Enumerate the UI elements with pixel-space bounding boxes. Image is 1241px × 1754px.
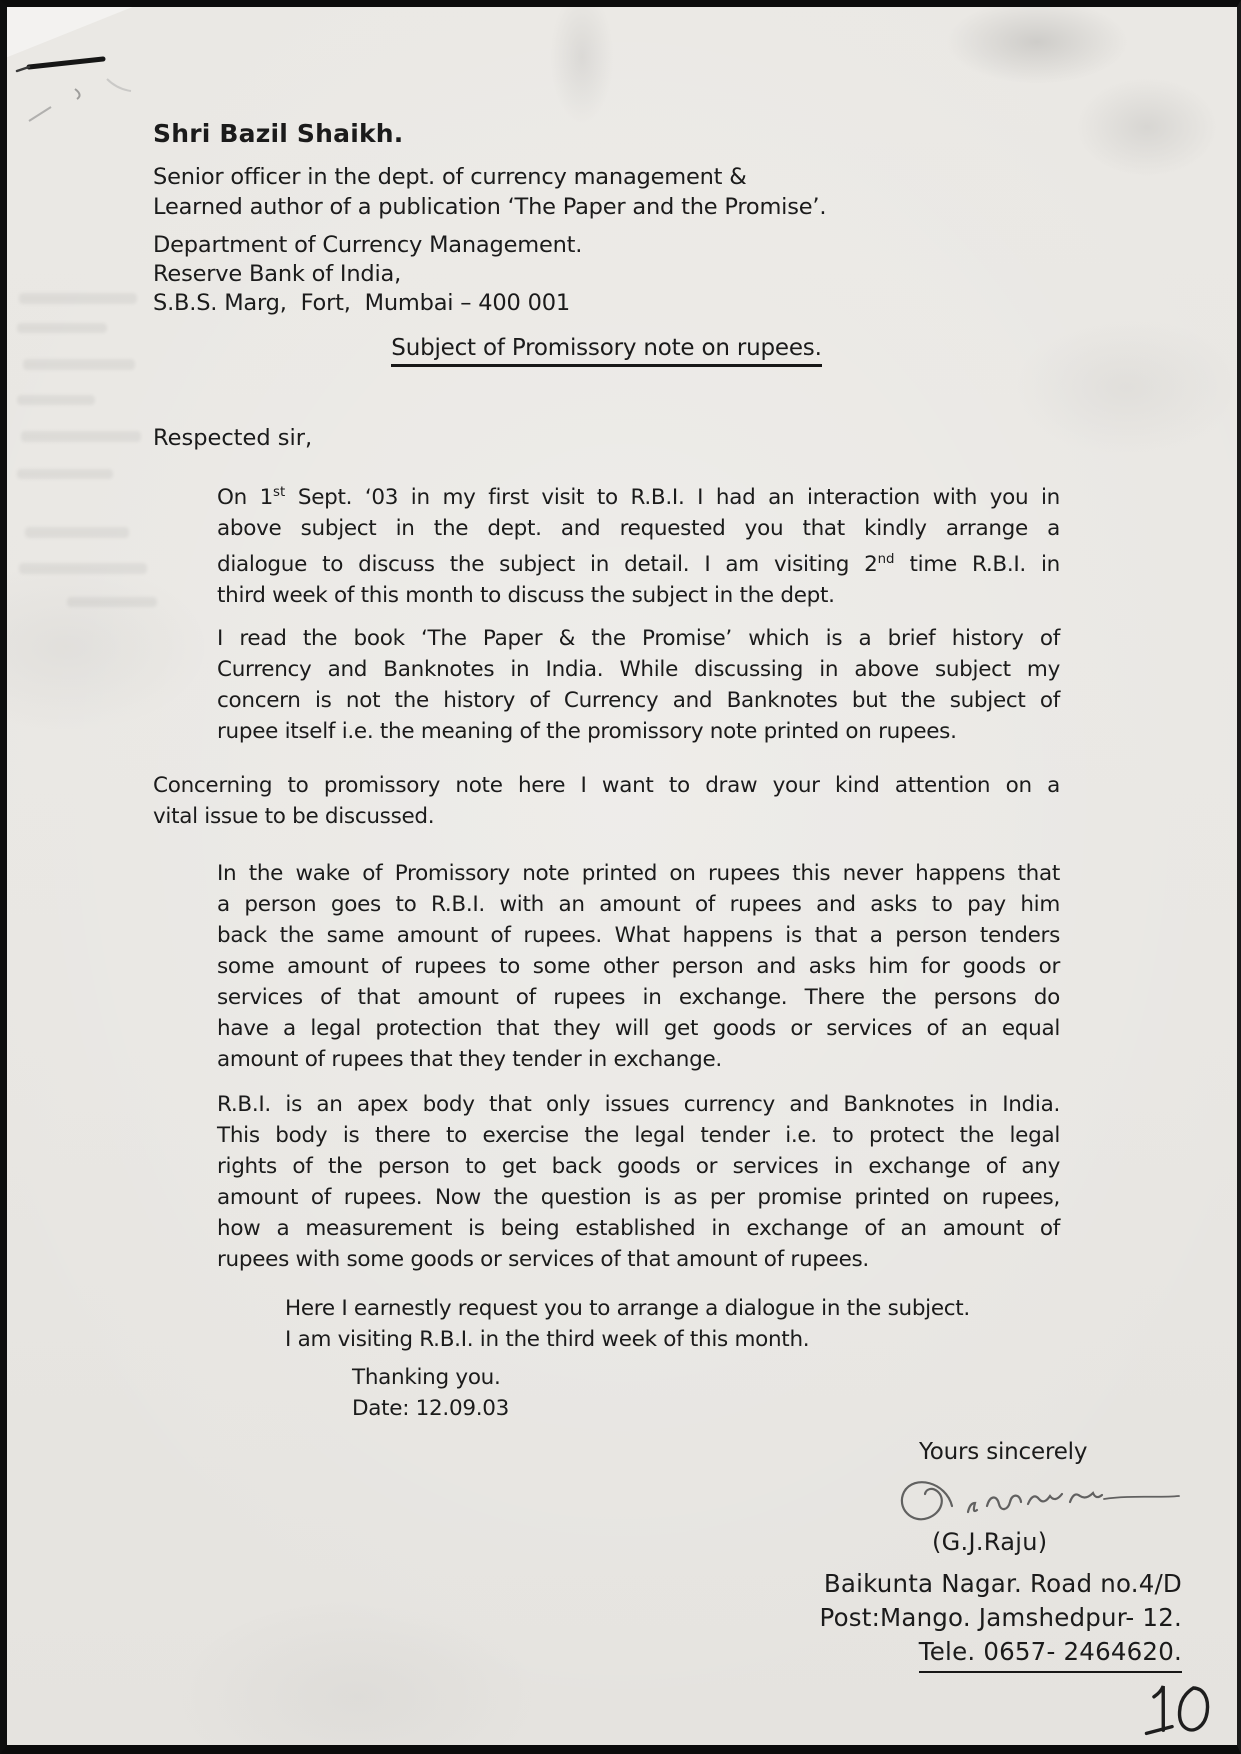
text-line: Currency and Banknotes in India. While discussing in above subject my bbox=[217, 657, 1060, 682]
text-line: some amount of rupees to some other person and asks him for goods or bbox=[217, 954, 1060, 979]
superscript: st bbox=[273, 485, 286, 500]
text-line: rights of the person to get back goods or services in exchange of any bbox=[217, 1154, 1060, 1179]
text-line: vital issue to be discussed. bbox=[153, 804, 435, 829]
tele-text: Tele. 0657- 2464620. bbox=[919, 1635, 1182, 1673]
recipient-address bbox=[153, 231, 582, 318]
text-line: R.B.I. is an apex body that only issues currency and Banknotes in India. bbox=[217, 1092, 1060, 1117]
recipient-name: Shri Bazil Shaikh. bbox=[153, 119, 404, 148]
text-line: services of that amount of rupees in exchange. There the persons do bbox=[217, 985, 1060, 1010]
salutation: Respected sir, bbox=[153, 425, 313, 451]
recipient-address-line: S.B.S. Marg, Fort, Mumbai – 400 001 bbox=[153, 290, 570, 316]
text-line: amount of rupees that they tender in exchange. bbox=[217, 1047, 722, 1072]
text-line: above subject in the dept. and requested you that kindly arrange a bbox=[217, 516, 1060, 542]
thanks-block bbox=[352, 1362, 509, 1424]
text-line: third week of this month to discuss the subject in the dept. bbox=[217, 583, 835, 609]
text-line: Concerning to promissory note here I want to draw your kind attention on a bbox=[153, 773, 1060, 798]
paragraph-6 bbox=[285, 1293, 1075, 1355]
handwritten-page-number bbox=[1135, 1679, 1225, 1743]
text-line: I read the book ‘The Paper & the Promise’ which is a brief history of bbox=[217, 626, 1060, 651]
paragraph-3 bbox=[153, 770, 1060, 832]
thanks-line: Thanking you. bbox=[352, 1365, 501, 1390]
recipient-address-line: Department of Currency Management. bbox=[153, 232, 583, 258]
signer-name: (G.J.Raju) bbox=[932, 1528, 1048, 1556]
text-line: back the same amount of rupees. What happens is that a person tenders bbox=[217, 923, 1060, 948]
paragraph-1 bbox=[217, 477, 1060, 611]
valediction: Yours sincerely bbox=[919, 1439, 1088, 1465]
recipient-address-line: Reserve Bank of India, bbox=[153, 261, 402, 287]
text-line: have a legal protection that they will get goods or services of an equal bbox=[217, 1016, 1060, 1041]
subject-line bbox=[153, 335, 1060, 367]
sender-address-line: Baikunta Nagar. Road no.4/D bbox=[823, 1569, 1182, 1598]
signature-scribble bbox=[892, 1462, 1182, 1537]
text-line: In the wake of Promissory note printed on rupees this never happens that bbox=[217, 861, 1060, 886]
recipient-role bbox=[153, 162, 826, 222]
superscript: nd bbox=[877, 552, 895, 568]
sender-address bbox=[707, 1567, 1182, 1673]
text-line: This body is there to exercise the legal tender i.e. to protect the legal bbox=[217, 1123, 1060, 1148]
sender-address-line: Post:Mango. Jamshedpur- 12. bbox=[819, 1603, 1182, 1632]
text-line: rupee itself i.e. the meaning of the promissory note printed on rupees. bbox=[217, 719, 957, 744]
paragraph-4 bbox=[217, 858, 1060, 1075]
staple-mark bbox=[15, 45, 155, 125]
paragraph-5 bbox=[217, 1089, 1060, 1275]
paragraph-2 bbox=[217, 623, 1060, 747]
text-line: Here I earnestly request you to arrange a dialogue in the subject. bbox=[285, 1296, 970, 1321]
subject-text: Subject of Promissory note on rupees. bbox=[391, 335, 821, 367]
recipient-role-line: Learned author of a publication ‘The Paper and the Promise’. bbox=[153, 194, 827, 220]
sender-tele-line bbox=[707, 1635, 1182, 1673]
text-line: how a measurement is being established in exchange of an amount of bbox=[217, 1216, 1060, 1241]
text-line: I am visiting R.B.I. in the third week of this month. bbox=[285, 1327, 810, 1352]
text-line: concern is not the history of Currency and Banknotes but the subject of bbox=[217, 688, 1060, 713]
text-line: On 1st Sept. ‘03 in my first visit to R.B.I. I had an interaction with you in bbox=[217, 485, 1060, 511]
text-line: rupees with some goods or services of that amount of rupees. bbox=[217, 1247, 869, 1272]
recipient-role-line: Senior officer in the dept. of currency management & bbox=[153, 164, 747, 190]
text-line: dialogue to discuss the subject in detail. I am visiting 2nd time R.B.I. in bbox=[217, 552, 1060, 578]
date-line: Date: 12.09.03 bbox=[352, 1396, 510, 1421]
text-line: a person goes to R.B.I. with an amount of rupees and asks to pay him bbox=[217, 892, 1060, 917]
text-line: amount of rupees. Now the question is as per promise printed on rupees, bbox=[217, 1185, 1060, 1210]
